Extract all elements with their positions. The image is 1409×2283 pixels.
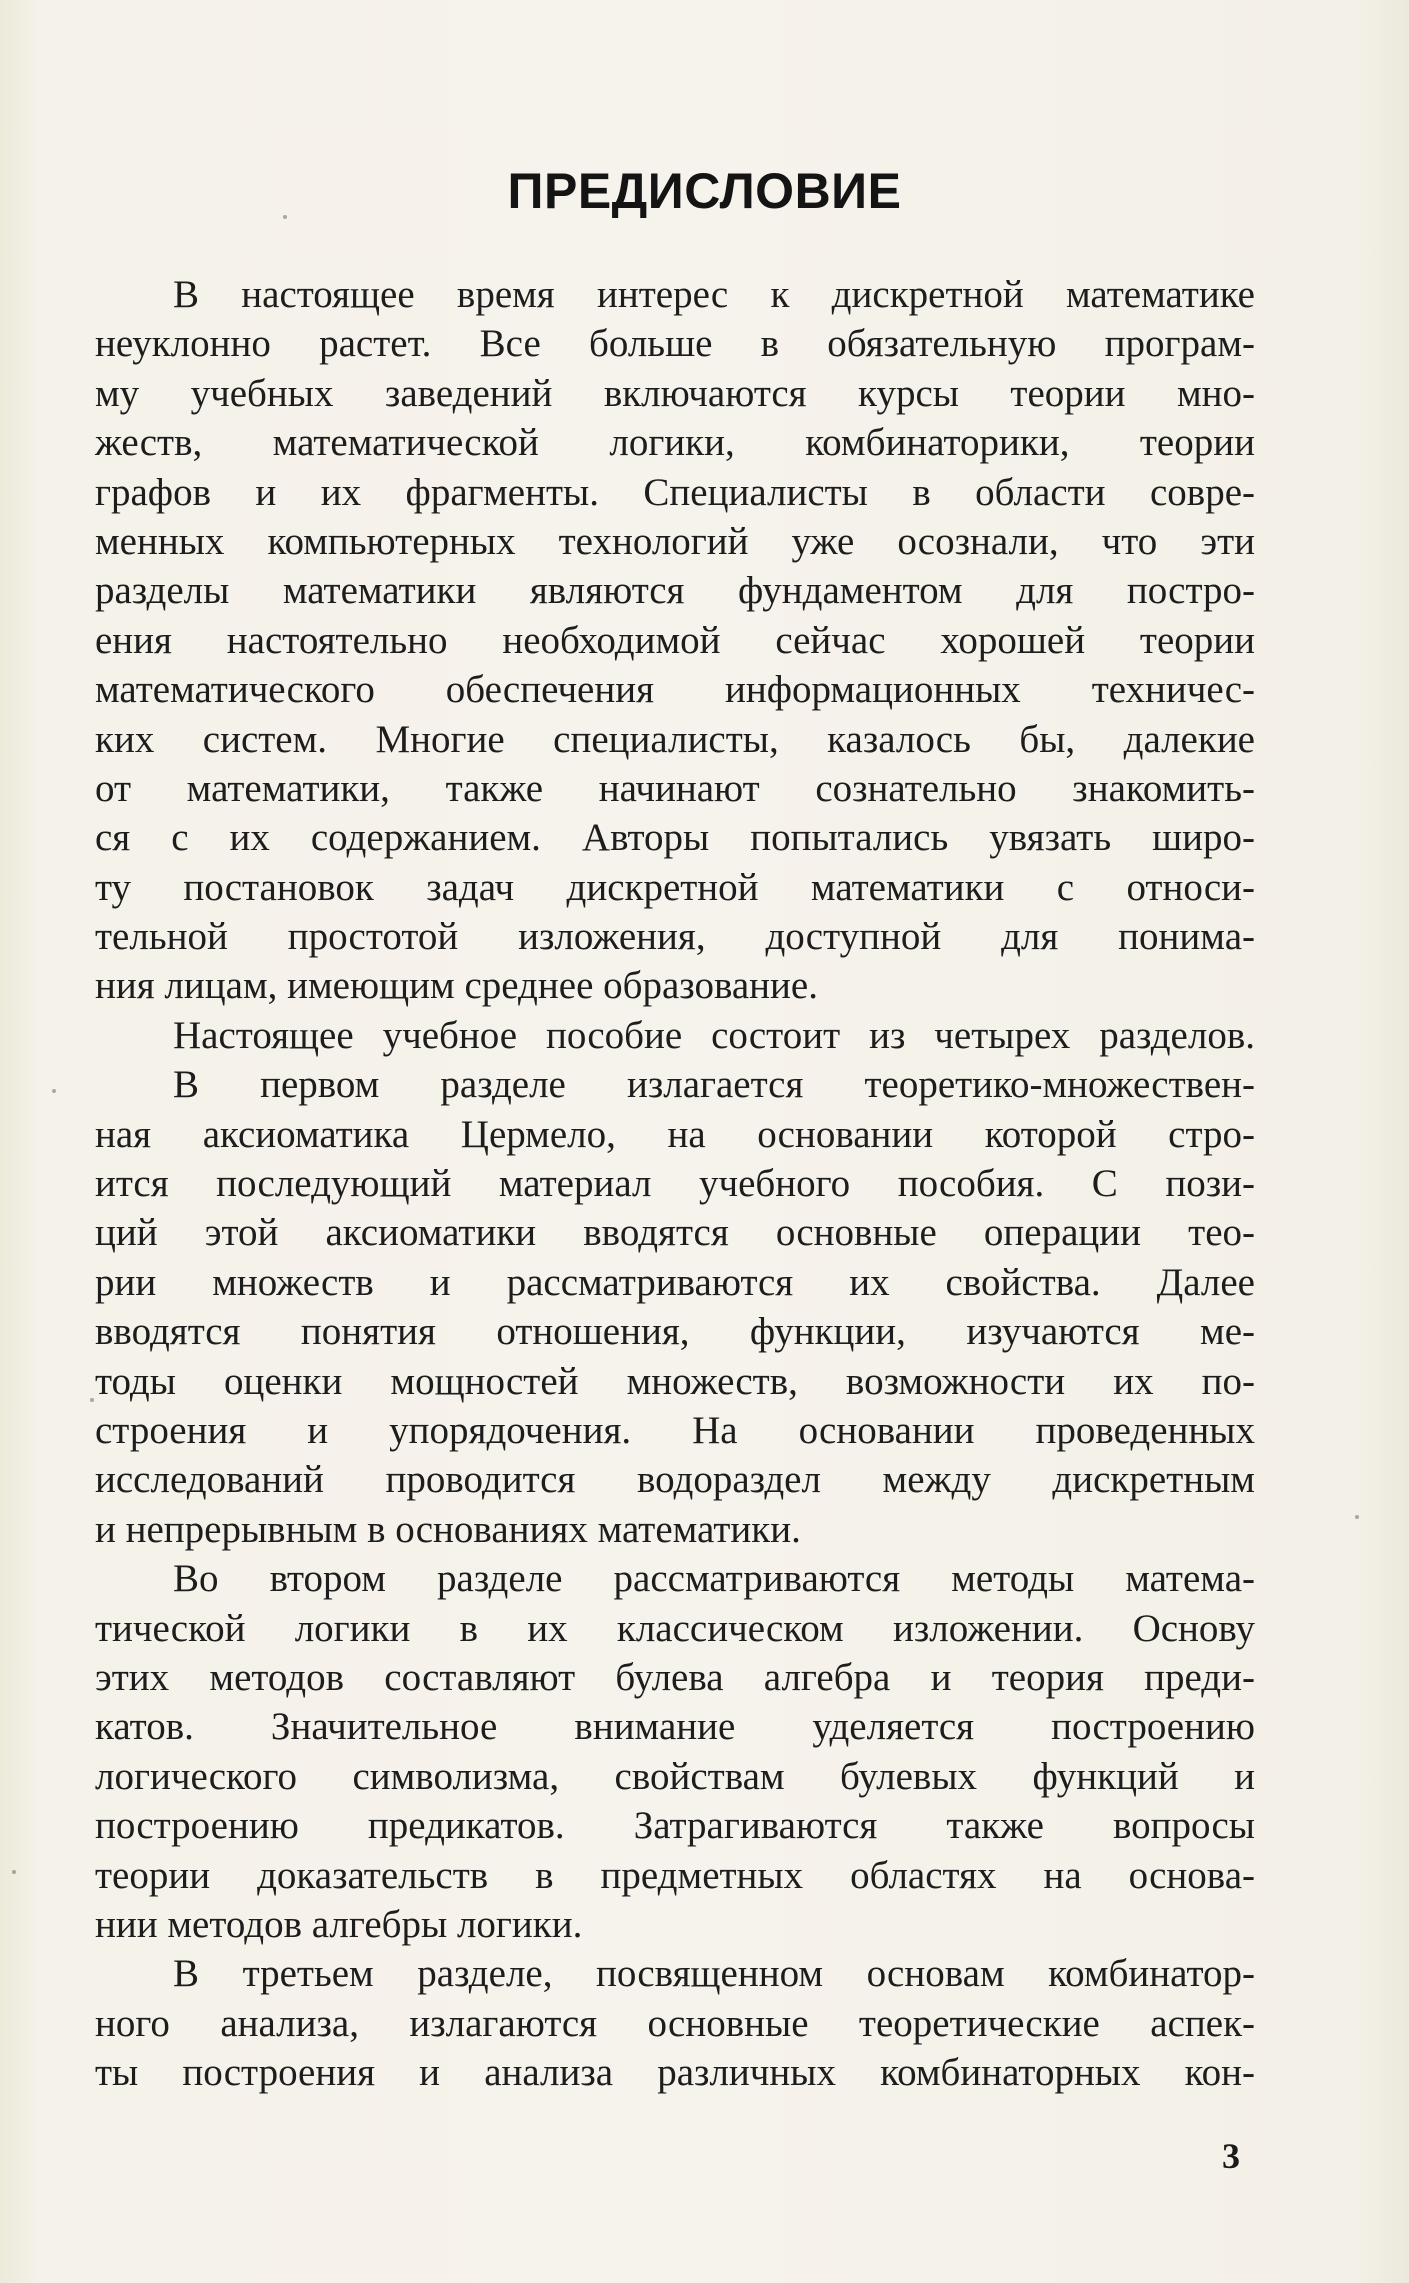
text-line: ится последующий материал учебного пособия. С пози- [95,1162,1255,1206]
text-line: тоды оценки мощностей множеств, возможности их по- [95,1359,1255,1403]
text-line: разделы математики являются фундаментом для постро- [95,569,1255,613]
text-line: строения и упорядочения. На основании проведенных [95,1408,1255,1452]
text-line: тельной простотой изложения, доступной для понима- [95,915,1255,959]
text-line: Во втором разделе рассматриваются методы матема- [173,1557,1255,1601]
text-line: ких систем. Многие специалисты, казалось бы, далекие [95,717,1255,761]
paragraph-5 [95,1949,1255,2097]
paragraph-4 [95,1554,1255,1949]
text-line: ций этой аксиоматики вводятся основные операции тео- [95,1211,1255,1255]
text-line: катов. Значительное внимание уделяется построению [95,1705,1255,1749]
text-line: нии методов алгебры логики. [95,1902,583,1946]
text-line: му учебных заведений включаются курсы теории мно- [95,371,1255,415]
text-line: исследований проводится водораздел между дискретным [95,1458,1255,1502]
text-line: вводятся понятия отношения, функции, изучаются ме- [95,1310,1255,1354]
text-line: менных компьютерных технологий уже осознали, что эти [95,519,1255,563]
text-line: ная аксиоматика Цермело, на основании которой стро- [95,1112,1255,1156]
text-line: жеств, математической логики, комбинаторики, теории [95,421,1255,465]
text-line: логического символизма, свойствам булевых функций и [95,1754,1255,1798]
text-line: рии множеств и рассматриваются их свойства. Далее [95,1260,1255,1304]
text-line: математического обеспечения информационных техничес- [95,668,1255,712]
paragraph-1 [95,270,1255,1011]
text-line: графов и их фрагменты. Специалисты в области совре- [95,470,1255,514]
text-line: тической логики в их классическом изложении. Основу [95,1606,1255,1650]
text-line: от математики, также начинают сознательно знакомить- [95,766,1255,810]
paragraph-3 [95,1060,1255,1554]
text-line: Настоящее учебное пособие состоит из четырех разделов. [173,1013,1255,1057]
body-text [95,270,1255,2097]
paper-speck [52,1089,56,1093]
page-title: ПРЕДИСЛОВИЕ [507,163,902,219]
text-line: построению предикатов. Затрагиваются также вопросы [95,1804,1255,1848]
paragraph-2 [95,1011,1255,1060]
text-line: В первом разделе излагается теоретико-множествен- [173,1063,1255,1107]
text-line: ся с их содержанием. Авторы попытались увязать широ- [95,816,1255,860]
page-number: 3 [1222,2136,1240,2176]
paper-speck [90,1398,94,1402]
paper-speck [1355,1515,1359,1519]
paper-speck [283,215,287,219]
text-line: теории доказательств в предметных областях на основа- [95,1853,1255,1897]
paper-speck [12,1870,16,1874]
text-line: этих методов составляют булева алгебра и теория преди- [95,1655,1255,1699]
text-line: ния лицам, имеющим среднее образование. [95,964,818,1008]
text-line: ного анализа, излагаются основные теоретические аспек- [95,2001,1255,2045]
text-line: ения настоятельно необходимой сейчас хорошей теории [95,618,1255,662]
text-line: ты построения и анализа различных комбинаторных кон- [95,2051,1255,2095]
text-line: В настоящее время интерес к дискретной математике [173,273,1255,316]
text-line: В третьем разделе, посвященном основам комбинатор- [173,1952,1255,1996]
text-line: и непрерывным в основаниях математики. [95,1507,801,1551]
text-line: неуклонно растет. Все больше в обязательную програм- [95,322,1255,366]
text-line: ту постановок задач дискретной математики с относи- [95,865,1255,909]
